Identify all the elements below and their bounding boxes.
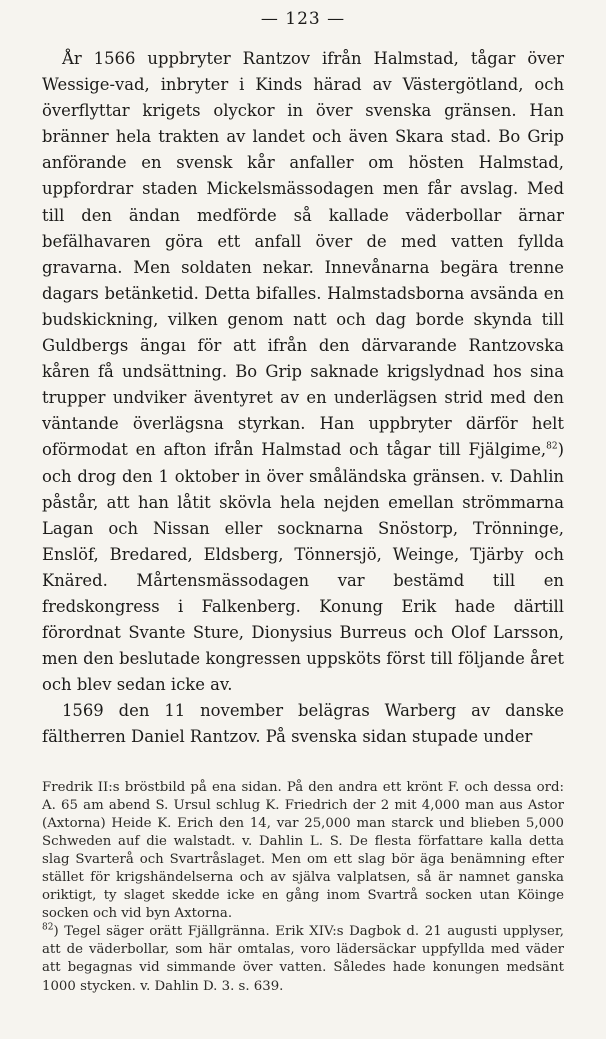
paragraph-1-text-after-footnote: ) och drog den 1 oktober in över småländska gränsen. v. Dahlin påstår, att han låtit skövla hela nejden emellan strömmarna Lagan och Nissan eller socknarna Snöstorp, Trönninge, Enslöf, Bredared, Eldsberg, Tönnersjö, Weinge, Tjärby och Knäred. Mårtensmässodagen var bestämd till en fredskongress i Falkenberg. Konung Erik hade därtill förordnat Svante Sture, Dionysius Burreus och Olof Larsson, men den beslutade kongressen uppsköts först till följande året och blev sedan icke av. <box>42 440 564 695</box>
footnote-82 <box>42 923 564 995</box>
paragraph-1-text-before-footnote: År 1566 uppbryter Rantzov ifrån Halmstad, tågar över Wessige-vad, inbryter i Kinds härad av Västergötland, och överflyttar krigets olyckor in över svenska gränsen. Han bränner hela trakten av landet och även Skara stad. Bo Grip anförande en svensk kår anfaller om hösten Halmstad, uppfordrar staden Mickelsmässodagen men får avslag. Med till den ändan medförde så kallade väderbollar ärnar befälhavaren göra ett anfall över de med vatten fyllda gravarna. Men soldaten nekar. Innevånarna begära trenne dagars betänketid. Detta bifalles. Halmstadsborna avsända en budskickning, vilken genom natt och dag borde skynda till Guldbergs ängaı för att ifrån den därvarande Rantzovska kåren få undsättning. Bo Grip saknade krigslydnad hos sina trupper undviker äventyret av en underlägsen strid med den väntande överlägsna styrkan. Han uppbryter därför helt oförmodat en afton ifrån Halmstad och tågar till Fjälgime, <box>42 49 564 460</box>
footnote-ref-82: 82 <box>546 441 558 452</box>
page-number: — 123 — <box>260 9 346 29</box>
paragraph-2: 1569 den 11 november belägras Warberg av danske fältherren Daniel Rantzov. På svenska sidan stupade under <box>42 701 564 747</box>
footnote-1: Fredrik II:s bröstbild på ena sidan. På den andra ett krönt F. och dessa ord: A. 65 am abend S. Ursul schlug K. Friedrich der 2 mit 4,000 man aus Astor (Axtorna) Heide K. Erich den 14, var 25,000 man starck und blieben 5,000 Schweden auf die walstadt. v. Dahlin L. S. De flesta författare kalla detta slag Svarterå och Svartråslaget. Men om ett slag bör äga benämning efter stället för krigshändelserna och av själva valplatsen, så är namnet ganska oriktigt, ty slaget skedde icke en gång inom Svartrå socken utan Köinge socken och vid byn Axtorna. <box>42 779 564 922</box>
footnote-82-marker: 82 <box>42 922 54 933</box>
main-text <box>42 46 564 751</box>
footnotes <box>42 779 564 996</box>
footnote-82-text: ) Tegel säger orätt Fjällgränna. Erik XIV:s Dagbok d. 21 augusti upplyser, att de väderbollar, som här omtalas, voro lädersäckar uppfyllda med väder att begagnas vid simmande över vatten. Således hade konungen medsänt 1000 stycken. v. Dahlin D. 3. s. 639. <box>42 924 564 994</box>
paragraph-1 <box>42 46 564 698</box>
